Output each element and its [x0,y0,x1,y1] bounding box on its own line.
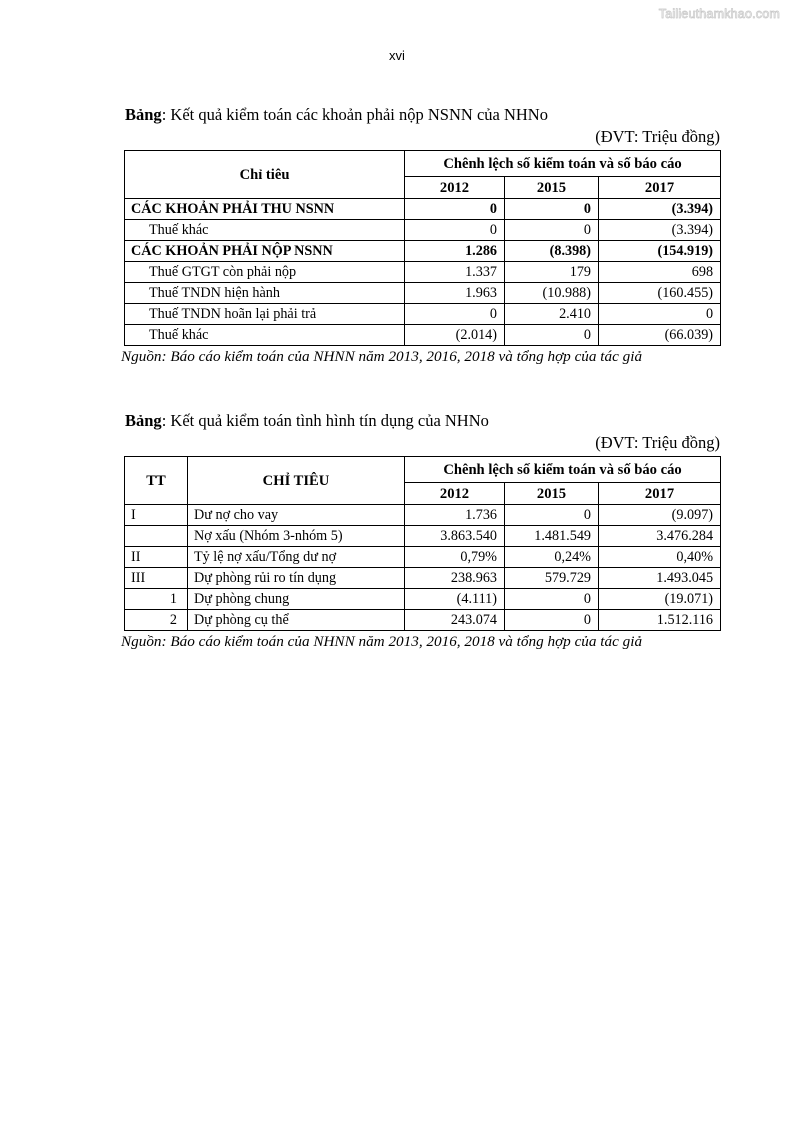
table1-row0-2012: 0 [405,199,505,220]
table2-row3-2015: 579.729 [505,568,599,589]
table1-group-header: Chênh lệch số kiểm toán và số báo cáo [405,151,721,177]
table-row [125,547,721,568]
table-row [125,568,721,589]
table1-row2-2012: 1.286 [405,241,505,262]
table2-row4-2012: (4.111) [405,589,505,610]
table-row [125,262,721,283]
table1-row4-2015: (10.988) [505,283,599,304]
table1-source-note: Nguồn: Báo cáo kiểm toán của NHNN năm 2013, 2016, 2018 và tổng hợp của tác giả [121,348,643,365]
table1-row0-2017: (3.394) [599,199,721,220]
table1-caption [125,104,720,125]
table2-group-header: Chênh lệch số kiểm toán và số báo cáo [405,457,721,483]
table2-row1-2017: 3.476.284 [599,526,721,547]
table1-caption-prefix: Bảng [125,105,162,124]
table1-unit: (ĐVT: Triệu đồng) [595,127,720,146]
table2-row2-label: Tỷ lệ nợ xấu/Tổng dư nợ [188,547,405,568]
table2-row1-2012: 3.863.540 [405,526,505,547]
table1-row5-label: Thuế TNDN hoãn lại phải trả [125,304,405,325]
table1-row3-2017: 698 [599,262,721,283]
table1-head [125,151,721,199]
table2-row4-label: Dự phòng chung [188,589,405,610]
table2-row3-tt: III [125,568,188,589]
table2-row2-2015: 0,24% [505,547,599,568]
table1-row2-2015: (8.398) [505,241,599,262]
table1-row6-2015: 0 [505,325,599,346]
table2-row2-2012: 0,79% [405,547,505,568]
table2-year-header-2012: 2012 [405,483,505,505]
table2-row4-tt: 1 [125,589,188,610]
table2-caption-prefix: Bảng [125,411,162,430]
table2-row3-2012: 238.963 [405,568,505,589]
table-row [125,199,721,220]
table2-source-note: Nguồn: Báo cáo kiểm toán của NHNN năm 2013, 2016, 2018 và tổng hợp của tác giả [121,633,643,650]
table2-row1-label: Nợ xấu (Nhóm 3-nhóm 5) [188,526,405,547]
table-row [125,589,721,610]
table1-row6-2012: (2.014) [405,325,505,346]
table2-row5-label: Dự phòng cụ thể [188,610,405,631]
table2-body [125,505,721,631]
table1-caption-text: : Kết quả kiểm toán các khoản phải nộp NSNN của NHNo [161,105,548,124]
table2-row0-tt: I [125,505,188,526]
table1-row4-label: Thuế TNDN hiện hành [125,283,405,304]
table1-row3-2015: 179 [505,262,599,283]
table1-year-header-2012: 2012 [405,177,505,199]
table1-year-header-2017: 2017 [599,177,721,199]
table-row [125,325,721,346]
table2-year-header-2015: 2015 [505,483,599,505]
table2-row2-2017: 0,40% [599,547,721,568]
table2-row5-2015: 0 [505,610,599,631]
table1-row5-2015: 2.410 [505,304,599,325]
table2-unit: (ĐVT: Triệu đồng) [595,433,720,452]
page-number: xvi [389,48,405,63]
table1-row6-label: Thuế khác [125,325,405,346]
table2-row5-2017: 1.512.116 [599,610,721,631]
table2-col-tt-header: TT [125,457,188,505]
table1-row1-2015: 0 [505,220,599,241]
table1-row4-2012: 1.963 [405,283,505,304]
site-watermark: Tailieuthamkhao.com [658,7,780,21]
table-row [125,283,721,304]
table2-row0-2015: 0 [505,505,599,526]
table2-caption-text: : Kết quả kiểm toán tình hình tín dụng của NHNo [161,411,489,430]
table2-year-header-2017: 2017 [599,483,721,505]
table2-row5-tt: 2 [125,610,188,631]
table1-row1-label: Thuế khác [125,220,405,241]
table1-row0-2015: 0 [505,199,599,220]
table1-row2-label: CÁC KHOẢN PHẢI NỘP NSNN [125,241,405,262]
table-row [125,304,721,325]
table2-row3-label: Dự phòng rủi ro tín dụng [188,568,405,589]
table-row [125,610,721,631]
table2-col-label-header: CHỈ TIÊU [188,457,405,505]
table2-row5-2012: 243.074 [405,610,505,631]
table2-row2-tt: II [125,547,188,568]
table2-row4-2017: (19.071) [599,589,721,610]
table2-row0-2012: 1.736 [405,505,505,526]
table2-head [125,457,721,505]
table1-row0-label: CÁC KHOẢN PHẢI THU NSNN [125,199,405,220]
table1-row6-2017: (66.039) [599,325,721,346]
table1-year-header-2015: 2015 [505,177,599,199]
table1-row3-2012: 1.337 [405,262,505,283]
table1-body [125,199,721,346]
table-row [125,220,721,241]
table2-row4-2015: 0 [505,589,599,610]
table1-row2-2017: (154.919) [599,241,721,262]
table1-row5-2012: 0 [405,304,505,325]
table1-row1-2012: 0 [405,220,505,241]
table2-row1-tt [125,526,188,547]
table1-row3-label: Thuế GTGT còn phải nộp [125,262,405,283]
table1 [124,150,721,346]
table-row [125,241,721,262]
table2-row0-2017: (9.097) [599,505,721,526]
table2-row1-2015: 1.481.549 [505,526,599,547]
table1-row1-2017: (3.394) [599,220,721,241]
table2 [124,456,721,631]
table2-block [121,410,720,651]
table2-row3-2017: 1.493.045 [599,568,721,589]
table-row [125,526,721,547]
document-content [121,104,720,651]
table1-header-row-1 [125,151,721,177]
table1-block [121,104,720,366]
table1-row5-2017: 0 [599,304,721,325]
table-row [125,505,721,526]
table1-col-label-header: Chỉ tiêu [125,151,405,199]
table2-row0-label: Dư nợ cho vay [188,505,405,526]
table1-row4-2017: (160.455) [599,283,721,304]
table2-caption [125,410,720,431]
table2-header-row-1 [125,457,721,483]
